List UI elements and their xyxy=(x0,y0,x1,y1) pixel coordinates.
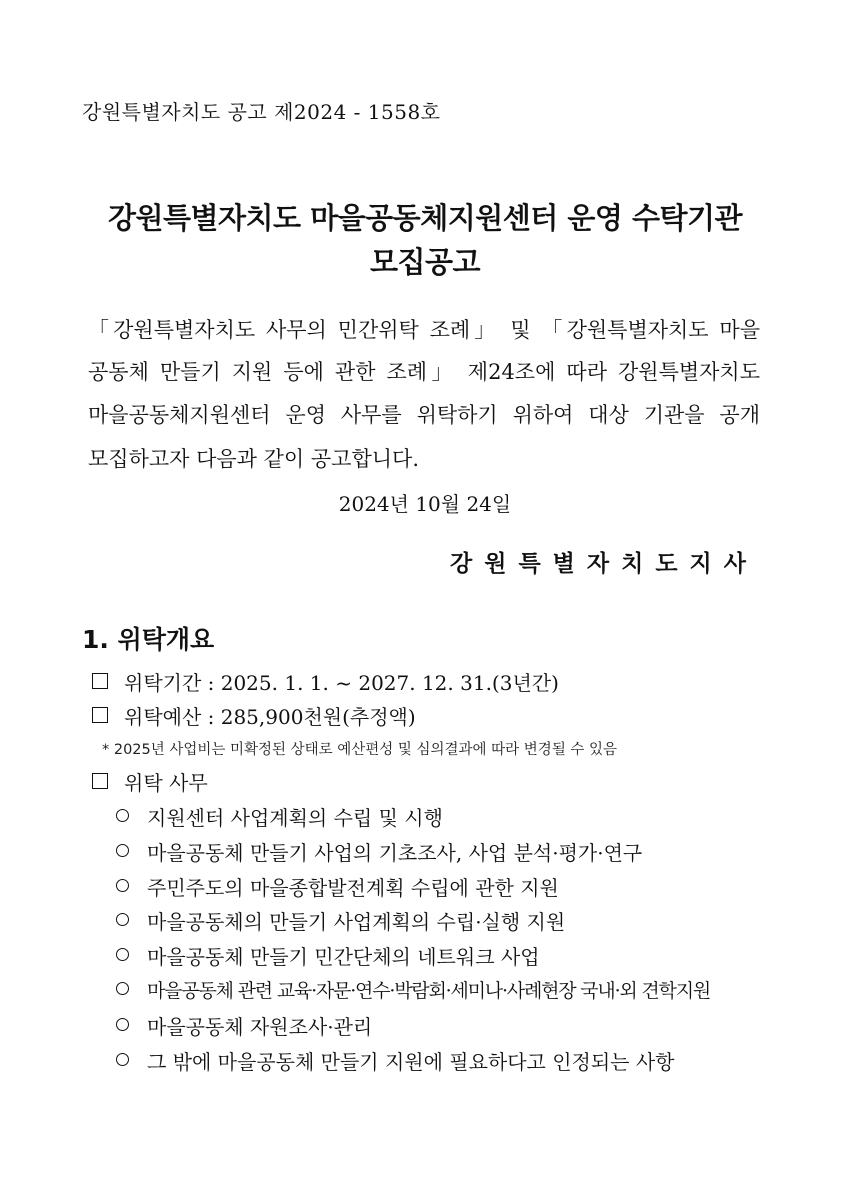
intro-paragraph-line: 모집하고자 다음과 같이 공고합니다. xyxy=(88,447,419,471)
task-text: 마을공동체 자원조사·관리 xyxy=(147,1015,373,1039)
task-list-item xyxy=(116,802,443,831)
tasks-item xyxy=(92,767,208,796)
task-list-item xyxy=(116,872,559,901)
budget-item xyxy=(92,701,416,730)
notice-date: 2024년 10월 24일 xyxy=(338,492,512,516)
signer-name: 강원특별자치도지사 xyxy=(450,550,758,577)
square-bullet-icon xyxy=(92,707,108,723)
circle-bullet-icon xyxy=(116,913,129,926)
circle-bullet-icon xyxy=(116,982,129,995)
circle-bullet-icon xyxy=(116,948,129,961)
task-list-item xyxy=(116,906,565,935)
task-text: 마을공동체 만들기 사업의 기초조사, 사업 분석·평가·연구 xyxy=(147,841,643,865)
circle-bullet-icon xyxy=(116,1018,129,1031)
intro-paragraph-line: 마을공동체지원센터 운영 사무를 위탁하기 위하여 대상 기관을 공개 xyxy=(88,403,760,427)
task-list-item xyxy=(116,976,710,1003)
circle-bullet-icon xyxy=(116,844,129,857)
circle-bullet-icon xyxy=(116,1053,129,1066)
budget-text: 위탁예산 : 285,900천원(추정액) xyxy=(124,705,416,729)
page-title: 강원특별자치도 마을공동체지원센터 운영 수탁기관 xyxy=(107,201,743,235)
period-item xyxy=(92,667,559,696)
task-text: 그 밖에 마을공동체 만들기 지원에 필요하다고 인정되는 사항 xyxy=(147,1050,675,1074)
task-text: 주민주도의 마을종합발전계획 수립에 관한 지원 xyxy=(147,876,559,900)
page-title-line2: 모집공고 xyxy=(369,245,481,279)
task-list-item xyxy=(116,1046,675,1075)
task-text: 지원센터 사업계획의 수립 및 시행 xyxy=(147,806,443,830)
square-bullet-icon xyxy=(92,773,108,789)
intro-paragraph-line: 공동체 만들기 지원 등에 관한 조례」 제24조에 따라 강원특별자치도 xyxy=(88,360,760,384)
circle-bullet-icon xyxy=(116,879,129,892)
task-list-item xyxy=(116,941,540,970)
section-heading: 1. 위탁개요 xyxy=(82,625,215,654)
period-text: 위탁기간 : 2025. 1. 1. ~ 2027. 12. 31.(3년간) xyxy=(124,671,559,695)
task-text: 마을공동체의 만들기 사업계획의 수립·실행 지원 xyxy=(147,910,566,934)
tasks-label: 위탁 사무 xyxy=(124,771,208,795)
square-bullet-icon xyxy=(92,673,108,689)
task-text: 마을공동체 관련 교육·자문·연수·박람회·세미나·사례현장 국내·외 견학지원 xyxy=(147,980,711,1002)
task-text: 마을공동체 만들기 민간단체의 네트워크 사업 xyxy=(147,945,540,969)
intro-paragraph-line: 「강원특별자치도 사무의 민간위탁 조례」 및 「강원특별자치도 마을 xyxy=(88,318,760,342)
task-list-item xyxy=(116,837,642,866)
task-list-item xyxy=(116,1011,372,1040)
budget-note: * 2025년 사업비는 미확정된 상태로 예산편성 및 심의결과에 따라 변경될 수 있음 xyxy=(102,742,618,758)
circle-bullet-icon xyxy=(116,809,129,822)
notice-number: 강원특별자치도 공고 제2024 - 1558호 xyxy=(82,100,441,124)
